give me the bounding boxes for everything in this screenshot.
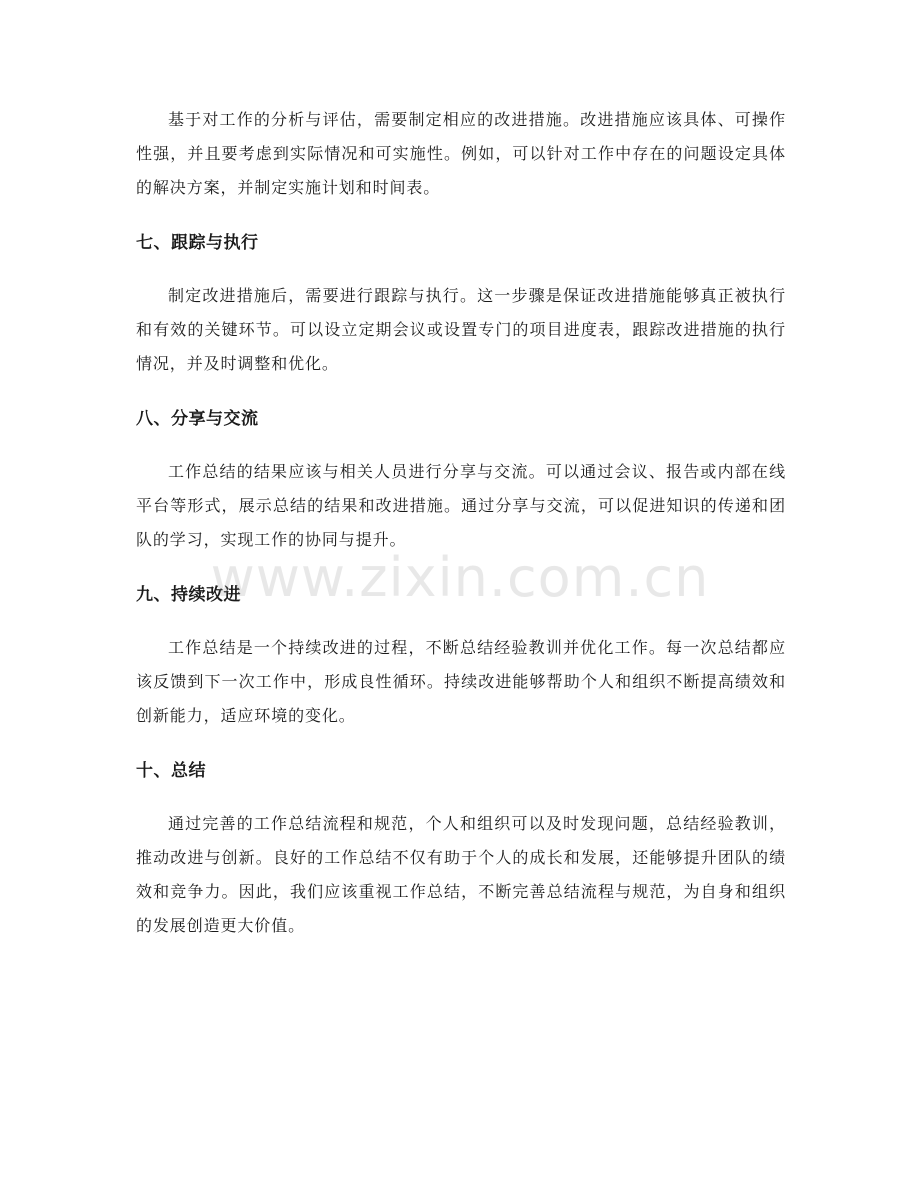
intro-paragraph: 基于对工作的分析与评估，需要制定相应的改进措施。改进措施应该具体、可操作性强，并且要考虑到实际情况和可实施性。例如，可以针对工作中存在的问题设定具体的解决方案，并制定实施计划和时间表。 [136,110,786,197]
document-content [136,103,786,943]
section-body-tracking: 制定改进措施后，需要进行跟踪与执行。这一步骤是保证改进措施能够真正被执行和有效的关键环节。可以设立定期会议或设置专门的项目进度表，跟踪改进措施的执行情况，并及时调整和优化。 [136,286,786,373]
section-body-sharing: 工作总结的结果应该与相关人员进行分享与交流。可以通过会议、报告或内部在线平台等形式，展示总结的结果和改进措施。通过分享与交流，可以促进知识的传递和团队的学习，实现工作的协同与提升。 [136,462,786,549]
section-heading-continuous-improvement: 九、持续改进 [136,585,241,605]
section-heading-summary: 十、总结 [136,761,206,781]
section-body-summary: 通过完善的工作总结流程和规范，个人和组织可以及时发现问题，总结经验教训，推动改进与创新。良好的工作总结不仅有助于个人的成长和发展，还能够提升团队的绩效和竞争力。因此，我们应该重视工作总结，不断完善总结流程与规范，为自身和组织的发展创造更大价值。 [136,814,786,935]
section-heading-sharing: 八、分享与交流 [136,409,259,429]
watermark: www.zixin.com.cn [210,546,710,609]
section-body-continuous-improvement: 工作总结是一个持续改进的过程，不断总结经验教训并优化工作。每一次总结都应该反馈到下一次工作中，形成良性循环。持续改进能够帮助个人和组织不断提高绩效和创新能力，适应环境的变化。 [136,638,786,725]
section-heading-tracking: 七、跟踪与执行 [136,233,259,253]
